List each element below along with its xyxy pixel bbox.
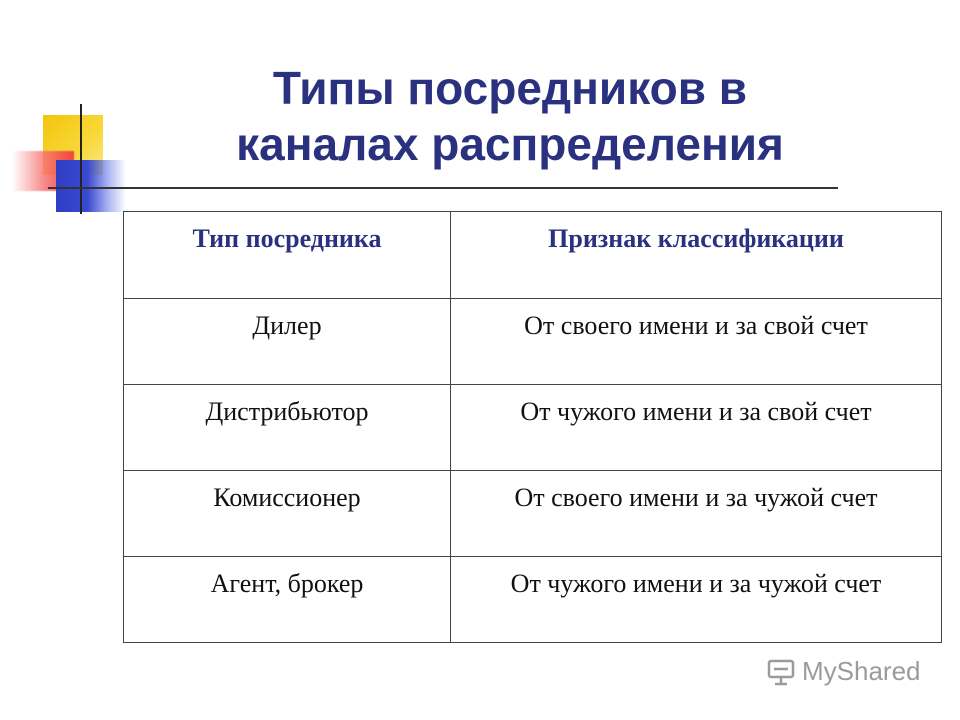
table-row xyxy=(124,557,942,643)
slide-title-line2: каналах распределения xyxy=(236,118,784,170)
presentation-board-icon xyxy=(766,657,796,687)
slide-title xyxy=(150,60,870,172)
cell-classification-feature: От чужого имени и за чужой счет xyxy=(451,557,942,643)
watermark xyxy=(766,656,921,687)
table-row xyxy=(124,471,942,557)
cell-intermediary-type: Дилер xyxy=(124,299,451,385)
cell-classification-feature: От чужого имени и за свой счет xyxy=(451,385,942,471)
table-header-row xyxy=(124,212,942,299)
cell-classification-feature: От своего имени и за чужой счет xyxy=(451,471,942,557)
header-classification-feature: Признак классификации xyxy=(451,212,942,299)
decorative-blue-bar xyxy=(56,160,126,212)
cell-intermediary-type: Агент, брокер xyxy=(124,557,451,643)
watermark-text: MyShared xyxy=(802,656,921,686)
header-intermediary-type: Тип посредника xyxy=(124,212,451,299)
slide-title-line1: Типы посредников в xyxy=(272,62,748,114)
title-underline xyxy=(48,187,838,189)
table-row xyxy=(124,385,942,471)
cell-intermediary-type: Комиссионер xyxy=(124,471,451,557)
table-row xyxy=(124,299,942,385)
decorative-vertical-line xyxy=(80,104,82,214)
cell-intermediary-type: Дистрибьютор xyxy=(124,385,451,471)
intermediaries-table-container xyxy=(123,211,942,643)
cell-classification-feature: От своего имени и за свой счет xyxy=(451,299,942,385)
intermediaries-table xyxy=(123,211,942,643)
